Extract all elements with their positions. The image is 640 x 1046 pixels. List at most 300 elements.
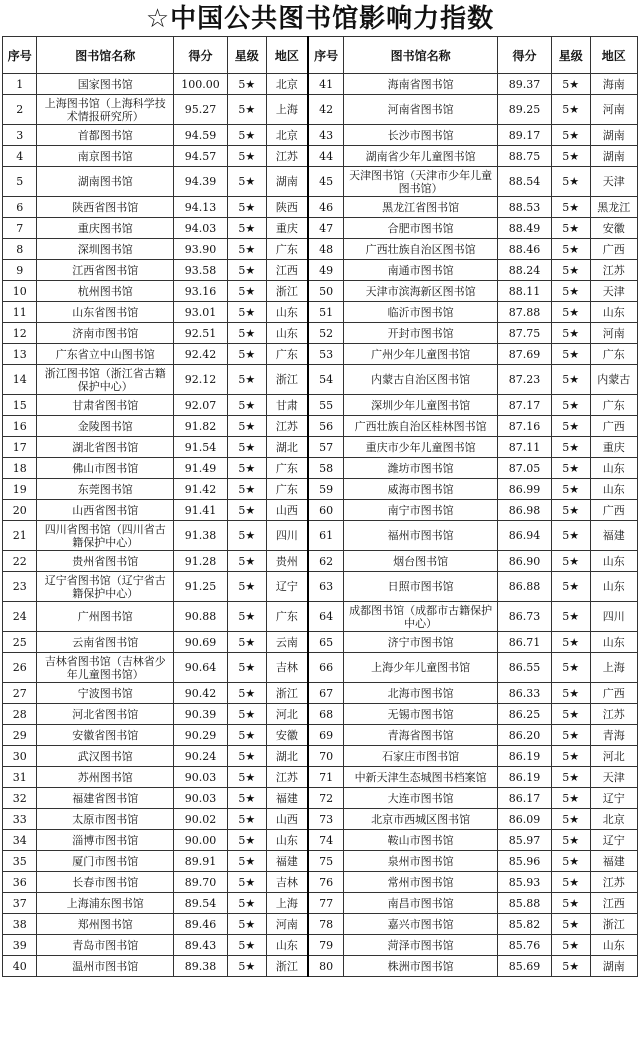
score-cell: 90.69 xyxy=(174,632,228,653)
library-name-cell: 辽宁省图书馆（辽宁省古籍保护中心） xyxy=(37,572,174,602)
table-row xyxy=(3,260,638,281)
star-level-cell: 5★ xyxy=(227,872,266,893)
library-name-cell: 温州市图书馆 xyxy=(37,956,174,977)
rank-cell: 50 xyxy=(308,281,344,302)
rank-cell: 75 xyxy=(308,851,344,872)
score-cell: 91.49 xyxy=(174,458,228,479)
rank-cell: 42 xyxy=(308,95,344,125)
library-name-cell: 云南省图书馆 xyxy=(37,632,174,653)
library-name-cell: 烟台图书馆 xyxy=(344,551,498,572)
score-cell: 85.82 xyxy=(498,914,552,935)
star-level-cell: 5★ xyxy=(227,602,266,632)
library-name-cell: 太原市图书馆 xyxy=(37,809,174,830)
region-cell: 湖南 xyxy=(266,167,308,197)
star-level-cell: 5★ xyxy=(551,746,590,767)
star-level-cell: 5★ xyxy=(227,551,266,572)
region-cell: 江苏 xyxy=(266,146,308,167)
table-row xyxy=(3,893,638,914)
region-cell: 重庆 xyxy=(590,437,637,458)
library-name-cell: 日照市图书馆 xyxy=(344,572,498,602)
region-cell: 山东 xyxy=(590,302,637,323)
score-cell: 86.17 xyxy=(498,788,552,809)
score-cell: 85.76 xyxy=(498,935,552,956)
table-row xyxy=(3,956,638,977)
table-row xyxy=(3,395,638,416)
table-row xyxy=(3,479,638,500)
library-name-cell: 青岛市图书馆 xyxy=(37,935,174,956)
rank-cell: 61 xyxy=(308,521,344,551)
table-row xyxy=(3,872,638,893)
score-cell: 86.33 xyxy=(498,683,552,704)
region-cell: 上海 xyxy=(590,653,637,683)
region-cell: 河北 xyxy=(590,746,637,767)
star-level-cell: 5★ xyxy=(551,458,590,479)
region-cell: 浙江 xyxy=(266,683,308,704)
star-level-cell: 5★ xyxy=(551,851,590,872)
header-star-level: 星级 xyxy=(227,37,266,74)
rank-cell: 20 xyxy=(3,500,37,521)
table-row xyxy=(3,74,638,95)
table-row xyxy=(3,746,638,767)
region-cell: 山东 xyxy=(266,830,308,851)
library-name-cell: 上海浦东图书馆 xyxy=(37,893,174,914)
library-name-cell: 长沙市图书馆 xyxy=(344,125,498,146)
star-level-cell: 5★ xyxy=(227,830,266,851)
rank-cell: 29 xyxy=(3,725,37,746)
region-cell: 江西 xyxy=(590,893,637,914)
score-cell: 87.05 xyxy=(498,458,552,479)
rank-cell: 64 xyxy=(308,602,344,632)
score-cell: 85.69 xyxy=(498,956,552,977)
star-level-cell: 5★ xyxy=(227,935,266,956)
rank-cell: 13 xyxy=(3,344,37,365)
header-library-name: 图书馆名称 xyxy=(37,37,174,74)
score-cell: 100.00 xyxy=(174,74,228,95)
rank-cell: 66 xyxy=(308,653,344,683)
star-level-cell: 5★ xyxy=(551,551,590,572)
table-row xyxy=(3,416,638,437)
star-level-cell: 5★ xyxy=(551,872,590,893)
library-name-cell: 济宁市图书馆 xyxy=(344,632,498,653)
score-cell: 94.57 xyxy=(174,146,228,167)
star-level-cell: 5★ xyxy=(551,416,590,437)
star-level-cell: 5★ xyxy=(227,479,266,500)
region-cell: 海南 xyxy=(590,74,637,95)
library-name-cell: 浙江图书馆（浙江省古籍保护中心） xyxy=(37,365,174,395)
rank-cell: 21 xyxy=(3,521,37,551)
star-level-cell: 5★ xyxy=(551,632,590,653)
header-star-level: 星级 xyxy=(551,37,590,74)
header-region: 地区 xyxy=(590,37,637,74)
rank-cell: 2 xyxy=(3,95,37,125)
rank-cell: 34 xyxy=(3,830,37,851)
library-name-cell: 佛山市图书馆 xyxy=(37,458,174,479)
star-level-cell: 5★ xyxy=(551,365,590,395)
region-cell: 江西 xyxy=(266,260,308,281)
score-cell: 86.99 xyxy=(498,479,552,500)
library-name-cell: 武汉图书馆 xyxy=(37,746,174,767)
rank-cell: 4 xyxy=(3,146,37,167)
rank-cell: 74 xyxy=(308,830,344,851)
star-level-cell: 5★ xyxy=(551,125,590,146)
star-level-cell: 5★ xyxy=(227,704,266,725)
table-row xyxy=(3,365,638,395)
score-cell: 85.93 xyxy=(498,872,552,893)
star-level-cell: 5★ xyxy=(551,197,590,218)
score-cell: 94.03 xyxy=(174,218,228,239)
score-cell: 87.11 xyxy=(498,437,552,458)
region-cell: 湖北 xyxy=(266,437,308,458)
rank-cell: 48 xyxy=(308,239,344,260)
table-row xyxy=(3,809,638,830)
star-level-cell: 5★ xyxy=(227,344,266,365)
library-name-cell: 南昌市图书馆 xyxy=(344,893,498,914)
score-cell: 95.27 xyxy=(174,95,228,125)
region-cell: 辽宁 xyxy=(266,572,308,602)
score-cell: 86.73 xyxy=(498,602,552,632)
score-cell: 89.70 xyxy=(174,872,228,893)
table-row xyxy=(3,458,638,479)
library-name-cell: 福建省图书馆 xyxy=(37,788,174,809)
region-cell: 山东 xyxy=(266,323,308,344)
region-cell: 广东 xyxy=(266,479,308,500)
region-cell: 吉林 xyxy=(266,653,308,683)
library-name-cell: 淄博市图书馆 xyxy=(37,830,174,851)
library-name-cell: 石家庄市图书馆 xyxy=(344,746,498,767)
region-cell: 广西 xyxy=(590,500,637,521)
region-cell: 安徽 xyxy=(590,218,637,239)
library-name-cell: 四川省图书馆（四川省古籍保护中心） xyxy=(37,521,174,551)
score-cell: 88.46 xyxy=(498,239,552,260)
header-score: 得分 xyxy=(174,37,228,74)
header-rank: 序号 xyxy=(3,37,37,74)
rank-cell: 3 xyxy=(3,125,37,146)
rank-cell: 69 xyxy=(308,725,344,746)
star-level-cell: 5★ xyxy=(227,893,266,914)
score-cell: 91.54 xyxy=(174,437,228,458)
region-cell: 河南 xyxy=(590,323,637,344)
region-cell: 四川 xyxy=(266,521,308,551)
score-cell: 91.82 xyxy=(174,416,228,437)
table-row xyxy=(3,683,638,704)
score-cell: 90.02 xyxy=(174,809,228,830)
region-cell: 湖南 xyxy=(590,125,637,146)
library-name-cell: 鞍山市图书馆 xyxy=(344,830,498,851)
score-cell: 90.00 xyxy=(174,830,228,851)
region-cell: 上海 xyxy=(266,95,308,125)
rank-cell: 32 xyxy=(3,788,37,809)
region-cell: 山东 xyxy=(266,935,308,956)
page-title: ☆中国公共图书馆影响力指数 xyxy=(145,4,495,34)
library-name-cell: 中新天津生态城图书档案馆 xyxy=(344,767,498,788)
rank-cell: 28 xyxy=(3,704,37,725)
score-cell: 87.69 xyxy=(498,344,552,365)
rank-cell: 33 xyxy=(3,809,37,830)
score-cell: 87.17 xyxy=(498,395,552,416)
library-name-cell: 吉林省图书馆（吉林省少年儿童图书馆） xyxy=(37,653,174,683)
rank-cell: 65 xyxy=(308,632,344,653)
rank-cell: 58 xyxy=(308,458,344,479)
star-level-cell: 5★ xyxy=(227,281,266,302)
rank-cell: 17 xyxy=(3,437,37,458)
table-row xyxy=(3,725,638,746)
rank-cell: 38 xyxy=(3,914,37,935)
library-name-cell: 陕西省图书馆 xyxy=(37,197,174,218)
star-level-cell: 5★ xyxy=(227,725,266,746)
star-level-cell: 5★ xyxy=(551,260,590,281)
region-cell: 青海 xyxy=(590,725,637,746)
region-cell: 天津 xyxy=(590,281,637,302)
rank-cell: 5 xyxy=(3,167,37,197)
library-name-cell: 湖南省少年儿童图书馆 xyxy=(344,146,498,167)
header-region: 地区 xyxy=(266,37,308,74)
table-row xyxy=(3,344,638,365)
score-cell: 89.38 xyxy=(174,956,228,977)
region-cell: 北京 xyxy=(590,809,637,830)
library-name-cell: 东莞图书馆 xyxy=(37,479,174,500)
star-level-cell: 5★ xyxy=(227,197,266,218)
rank-cell: 79 xyxy=(308,935,344,956)
table-row xyxy=(3,146,638,167)
library-name-cell: 威海市图书馆 xyxy=(344,479,498,500)
region-cell: 山东 xyxy=(590,551,637,572)
star-level-cell: 5★ xyxy=(227,167,266,197)
star-level-cell: 5★ xyxy=(551,704,590,725)
rank-cell: 31 xyxy=(3,767,37,788)
rank-cell: 36 xyxy=(3,872,37,893)
library-name-cell: 广州图书馆 xyxy=(37,602,174,632)
table-row xyxy=(3,602,638,632)
table-row xyxy=(3,302,638,323)
rank-cell: 46 xyxy=(308,197,344,218)
region-cell: 河南 xyxy=(266,914,308,935)
score-cell: 91.41 xyxy=(174,500,228,521)
rank-cell: 7 xyxy=(3,218,37,239)
library-name-cell: 河南省图书馆 xyxy=(344,95,498,125)
region-cell: 上海 xyxy=(266,893,308,914)
star-level-cell: 5★ xyxy=(227,416,266,437)
region-cell: 广东 xyxy=(266,602,308,632)
region-cell: 安徽 xyxy=(266,725,308,746)
library-name-cell: 安徽省图书馆 xyxy=(37,725,174,746)
region-cell: 福建 xyxy=(590,521,637,551)
table-row xyxy=(3,830,638,851)
library-name-cell: 黑龙江省图书馆 xyxy=(344,197,498,218)
region-cell: 河北 xyxy=(266,704,308,725)
rank-cell: 10 xyxy=(3,281,37,302)
rank-cell: 12 xyxy=(3,323,37,344)
table-row xyxy=(3,935,638,956)
rank-cell: 15 xyxy=(3,395,37,416)
star-level-cell: 5★ xyxy=(551,500,590,521)
library-name-cell: 郑州图书馆 xyxy=(37,914,174,935)
region-cell: 广西 xyxy=(590,416,637,437)
star-level-cell: 5★ xyxy=(227,683,266,704)
score-cell: 92.42 xyxy=(174,344,228,365)
score-cell: 86.19 xyxy=(498,767,552,788)
star-level-cell: 5★ xyxy=(551,323,590,344)
library-name-cell: 苏州图书馆 xyxy=(37,767,174,788)
rank-cell: 11 xyxy=(3,302,37,323)
score-cell: 88.54 xyxy=(498,167,552,197)
rank-cell: 78 xyxy=(308,914,344,935)
library-name-cell: 常州市图书馆 xyxy=(344,872,498,893)
star-level-cell: 5★ xyxy=(227,260,266,281)
rank-cell: 73 xyxy=(308,809,344,830)
library-name-cell: 天津市滨海新区图书馆 xyxy=(344,281,498,302)
library-name-cell: 广东省立中山图书馆 xyxy=(37,344,174,365)
library-name-cell: 青海省图书馆 xyxy=(344,725,498,746)
score-cell: 88.49 xyxy=(498,218,552,239)
region-cell: 福建 xyxy=(590,851,637,872)
table-row xyxy=(3,239,638,260)
rank-cell: 80 xyxy=(308,956,344,977)
library-name-cell: 无锡市图书馆 xyxy=(344,704,498,725)
score-cell: 86.71 xyxy=(498,632,552,653)
score-cell: 92.07 xyxy=(174,395,228,416)
region-cell: 天津 xyxy=(590,767,637,788)
rank-cell: 68 xyxy=(308,704,344,725)
rank-cell: 26 xyxy=(3,653,37,683)
score-cell: 85.88 xyxy=(498,893,552,914)
library-name-cell: 北海市图书馆 xyxy=(344,683,498,704)
region-cell: 广东 xyxy=(266,239,308,260)
rank-cell: 60 xyxy=(308,500,344,521)
rank-cell: 37 xyxy=(3,893,37,914)
score-cell: 86.20 xyxy=(498,725,552,746)
table-row xyxy=(3,914,638,935)
star-level-cell: 5★ xyxy=(551,218,590,239)
library-name-cell: 首都图书馆 xyxy=(37,125,174,146)
star-level-cell: 5★ xyxy=(227,851,266,872)
star-level-cell: 5★ xyxy=(551,167,590,197)
table-row xyxy=(3,704,638,725)
region-cell: 浙江 xyxy=(266,365,308,395)
region-cell: 山东 xyxy=(266,302,308,323)
table-row xyxy=(3,167,638,197)
rank-cell: 54 xyxy=(308,365,344,395)
score-cell: 86.90 xyxy=(498,551,552,572)
region-cell: 内蒙古 xyxy=(590,365,637,395)
rank-cell: 25 xyxy=(3,632,37,653)
library-name-cell: 湖南图书馆 xyxy=(37,167,174,197)
library-name-cell: 重庆市少年儿童图书馆 xyxy=(344,437,498,458)
star-level-cell: 5★ xyxy=(227,767,266,788)
star-level-cell: 5★ xyxy=(227,632,266,653)
table-row xyxy=(3,500,638,521)
star-level-cell: 5★ xyxy=(551,239,590,260)
library-name-cell: 南通市图书馆 xyxy=(344,260,498,281)
score-cell: 89.91 xyxy=(174,851,228,872)
score-cell: 86.19 xyxy=(498,746,552,767)
library-name-cell: 海南省图书馆 xyxy=(344,74,498,95)
score-cell: 87.88 xyxy=(498,302,552,323)
region-cell: 四川 xyxy=(590,602,637,632)
rank-cell: 72 xyxy=(308,788,344,809)
library-name-cell: 株洲市图书馆 xyxy=(344,956,498,977)
region-cell: 云南 xyxy=(266,632,308,653)
score-cell: 93.01 xyxy=(174,302,228,323)
star-level-cell: 5★ xyxy=(551,653,590,683)
library-name-cell: 江西省图书馆 xyxy=(37,260,174,281)
score-cell: 91.25 xyxy=(174,572,228,602)
star-level-cell: 5★ xyxy=(227,914,266,935)
library-name-cell: 金陵图书馆 xyxy=(37,416,174,437)
region-cell: 山西 xyxy=(266,500,308,521)
library-name-cell: 贵州省图书馆 xyxy=(37,551,174,572)
star-level-cell: 5★ xyxy=(551,914,590,935)
star-level-cell: 5★ xyxy=(227,437,266,458)
library-name-cell: 河北省图书馆 xyxy=(37,704,174,725)
star-level-cell: 5★ xyxy=(227,95,266,125)
region-cell: 辽宁 xyxy=(590,788,637,809)
region-cell: 山东 xyxy=(590,572,637,602)
rank-cell: 16 xyxy=(3,416,37,437)
score-cell: 90.03 xyxy=(174,767,228,788)
region-cell: 重庆 xyxy=(266,218,308,239)
region-cell: 江苏 xyxy=(590,260,637,281)
region-cell: 广东 xyxy=(590,395,637,416)
score-cell: 89.54 xyxy=(174,893,228,914)
library-name-cell: 长春市图书馆 xyxy=(37,872,174,893)
star-level-cell: 5★ xyxy=(227,458,266,479)
library-name-cell: 上海图书馆（上海科学技术情报研究所） xyxy=(37,95,174,125)
star-level-cell: 5★ xyxy=(551,893,590,914)
table-row xyxy=(3,572,638,602)
score-cell: 88.75 xyxy=(498,146,552,167)
region-cell: 甘肃 xyxy=(266,395,308,416)
star-level-cell: 5★ xyxy=(227,395,266,416)
region-cell: 北京 xyxy=(266,74,308,95)
star-level-cell: 5★ xyxy=(551,437,590,458)
score-cell: 91.38 xyxy=(174,521,228,551)
rank-cell: 62 xyxy=(308,551,344,572)
library-name-cell: 南宁市图书馆 xyxy=(344,500,498,521)
library-name-cell: 开封市图书馆 xyxy=(344,323,498,344)
header-row xyxy=(3,37,638,74)
library-name-cell: 重庆图书馆 xyxy=(37,218,174,239)
star-level-cell: 5★ xyxy=(551,956,590,977)
score-cell: 90.24 xyxy=(174,746,228,767)
rank-cell: 35 xyxy=(3,851,37,872)
library-name-cell: 宁波图书馆 xyxy=(37,683,174,704)
library-name-cell: 福州市图书馆 xyxy=(344,521,498,551)
rank-cell: 14 xyxy=(3,365,37,395)
region-cell: 山东 xyxy=(590,632,637,653)
rank-cell: 55 xyxy=(308,395,344,416)
rank-cell: 18 xyxy=(3,458,37,479)
region-cell: 山东 xyxy=(590,458,637,479)
region-cell: 吉林 xyxy=(266,872,308,893)
score-cell: 90.39 xyxy=(174,704,228,725)
region-cell: 天津 xyxy=(590,167,637,197)
region-cell: 广东 xyxy=(266,458,308,479)
region-cell: 河南 xyxy=(590,95,637,125)
score-cell: 93.90 xyxy=(174,239,228,260)
library-name-cell: 山西省图书馆 xyxy=(37,500,174,521)
star-level-cell: 5★ xyxy=(551,767,590,788)
score-cell: 88.24 xyxy=(498,260,552,281)
library-name-cell: 潍坊市图书馆 xyxy=(344,458,498,479)
rank-cell: 24 xyxy=(3,602,37,632)
star-level-cell: 5★ xyxy=(227,500,266,521)
rank-cell: 71 xyxy=(308,767,344,788)
library-name-cell: 山东省图书馆 xyxy=(37,302,174,323)
rank-cell: 63 xyxy=(308,572,344,602)
library-name-cell: 内蒙古自治区图书馆 xyxy=(344,365,498,395)
table-row xyxy=(3,218,638,239)
score-cell: 89.17 xyxy=(498,125,552,146)
